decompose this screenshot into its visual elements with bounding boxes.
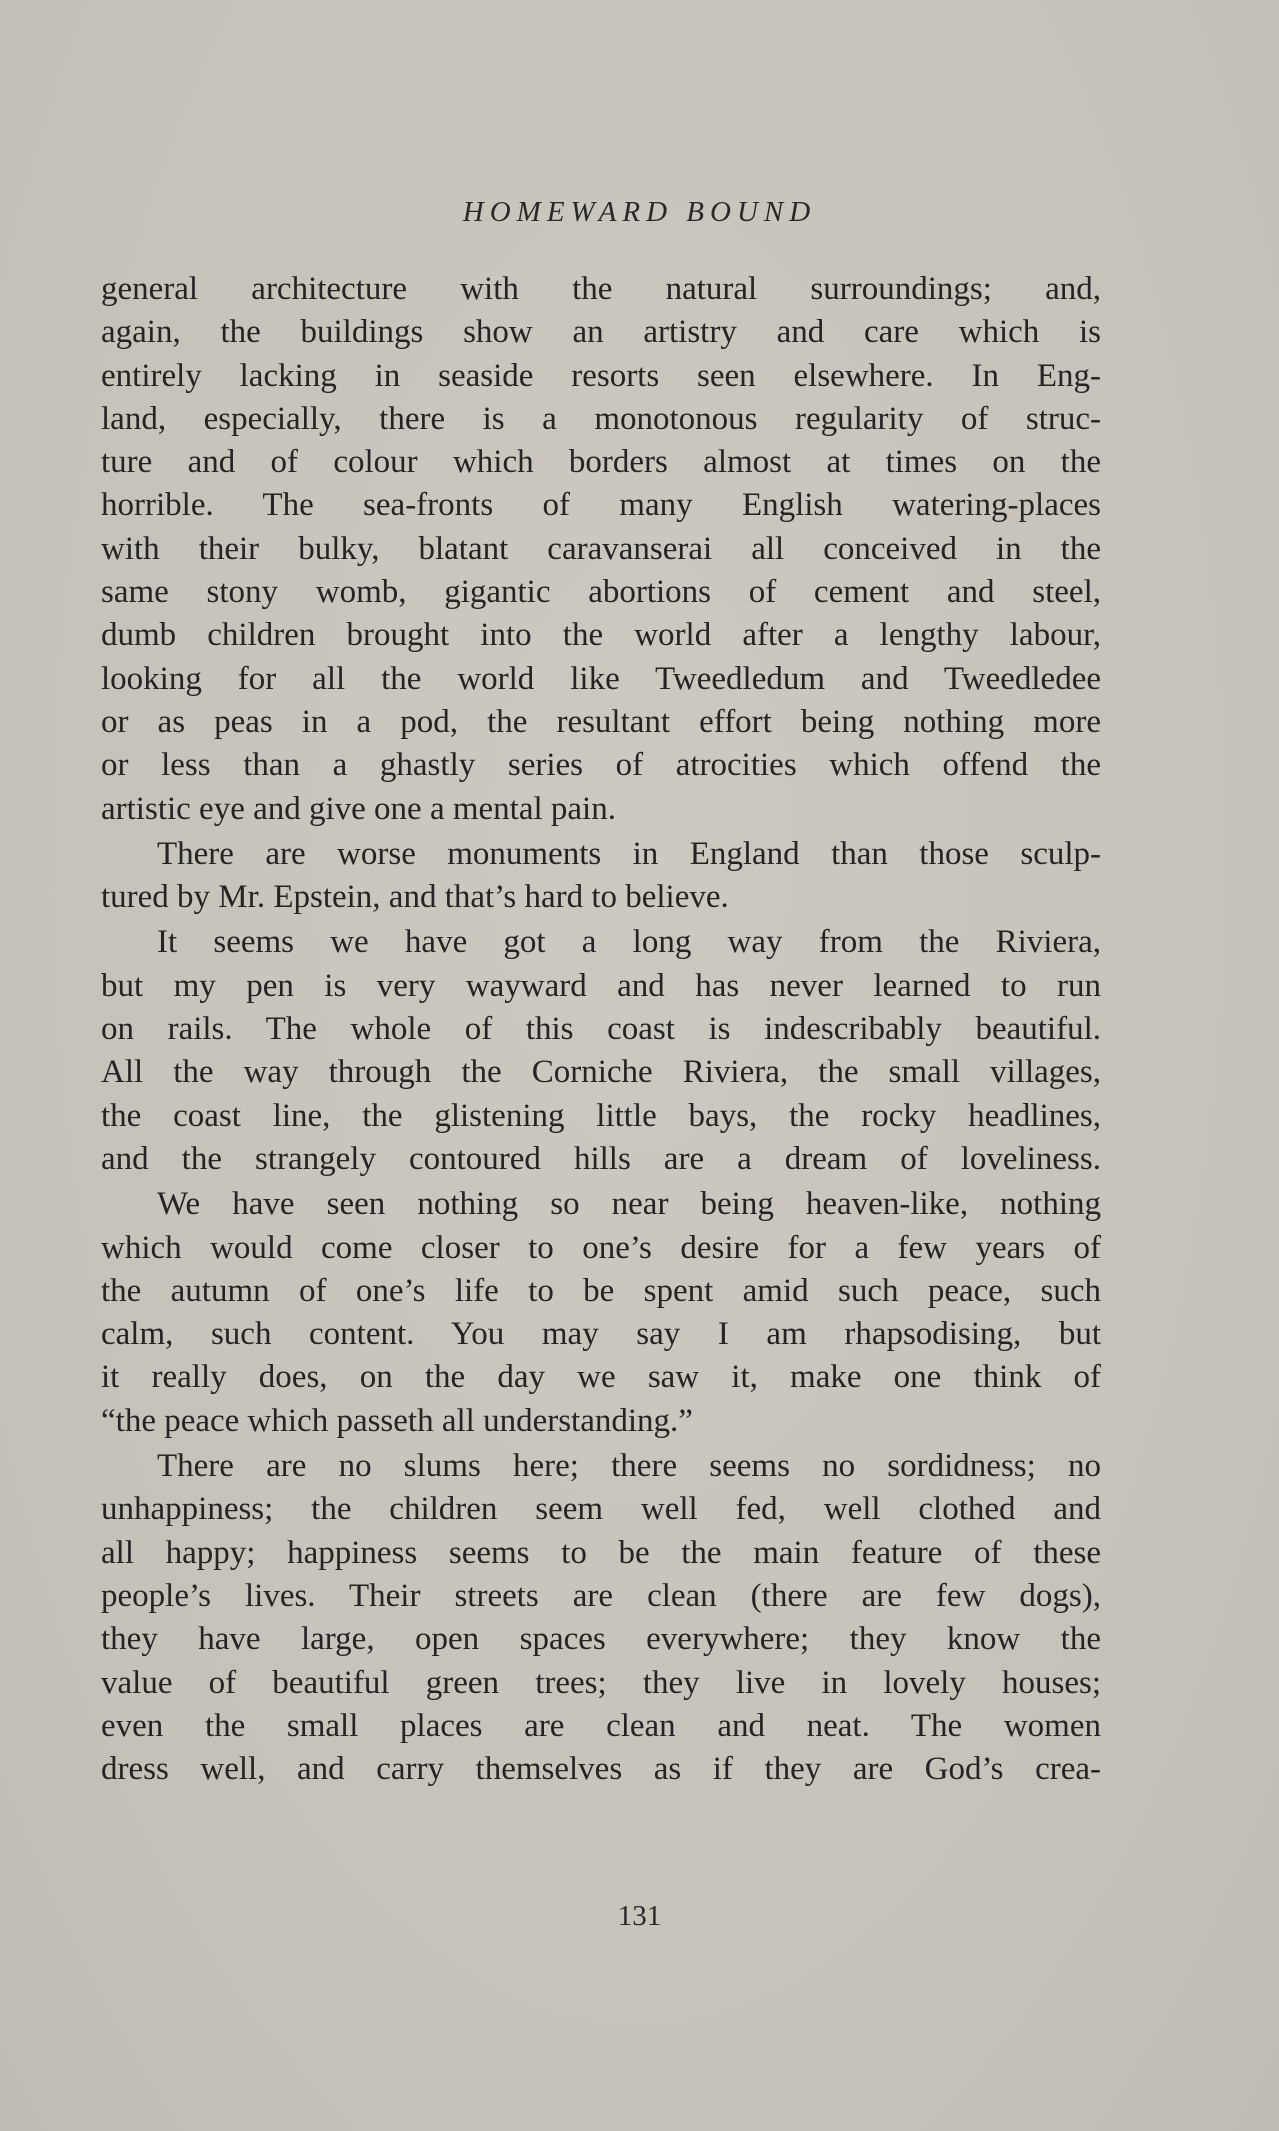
text-line: on rails. The whole of this coast is indescribably beautiful.: [101, 1011, 1101, 1048]
text-line: “the peace which passeth all understanding.”: [101, 1402, 693, 1439]
paragraph-1: [101, 268, 1101, 831]
text-line: land, especially, there is a monotonous regularity of struc-: [101, 400, 1101, 437]
text-line: It seems we have got a long way from the Riviera,: [157, 924, 1101, 961]
text-line: with their bulky, blatant caravanserai all conceived in the: [101, 530, 1101, 567]
page-number: 131: [617, 1900, 662, 1932]
text-line: or less than a ghastly series of atrocities which offend the: [101, 747, 1101, 784]
text-line: which would come closer to one’s desire for a few years of: [101, 1229, 1101, 1266]
text-line: dress well, and carry themselves as if they are God’s crea-: [101, 1751, 1101, 1788]
text-line: We have seen nothing so near being heaven-like, nothing: [157, 1186, 1101, 1223]
text-line: looking for all the world like Tweedledum and Tweedledee: [101, 660, 1101, 697]
text-line: general architecture with the natural surroundings; and,: [101, 271, 1101, 307]
paragraph-5: [101, 1445, 1101, 1791]
text-line: value of beautiful green trees; they live in lovely houses;: [101, 1664, 1101, 1701]
text-line: dumb children brought into the world after a lengthy labour,: [101, 617, 1101, 654]
text-line: it really does, on the day we saw it, make one think of: [101, 1359, 1101, 1396]
text-line: but my pen is very wayward and has never learned to run: [101, 967, 1101, 1004]
text-line: people’s lives. Their streets are clean (there are few dogs),: [101, 1577, 1101, 1614]
running-head: HOMEWARD BOUND: [462, 196, 817, 228]
text-line: All the way through the Corniche Riviera, the small villages,: [101, 1054, 1101, 1091]
text-line: again, the buildings show an artistry and care which is: [101, 314, 1101, 351]
text-line: horrible. The sea-fronts of many English watering-places: [101, 487, 1101, 524]
text-line: unhappiness; the children seem well fed, well clothed and: [101, 1491, 1101, 1528]
text-line: There are worse monuments in England than those sculp-: [157, 835, 1101, 872]
text-line: the autumn of one’s life to be spent amid such peace, such: [101, 1272, 1101, 1309]
text-line: artistic eye and give one a mental pain.: [101, 790, 616, 827]
text-line: and the strangely contoured hills are a dream of loveliness.: [101, 1140, 1101, 1177]
text-line: ture and of colour which borders almost at times on the: [101, 444, 1101, 481]
paragraph-2: [101, 833, 1101, 920]
text-line: even the small places are clean and neat. The women: [101, 1707, 1101, 1744]
paragraph-4: [101, 1183, 1101, 1443]
text-line: entirely lacking in seaside resorts seen elsewhere. In Eng-: [101, 357, 1101, 394]
text-line: the coast line, the glistening little bays, the rocky headlines,: [101, 1097, 1101, 1134]
text-line: they have large, open spaces everywhere; they know the: [101, 1621, 1101, 1658]
text-line: There are no slums here; there seems no sordidness; no: [157, 1448, 1101, 1485]
text-line: same stony womb, gigantic abortions of cement and steel,: [101, 574, 1101, 611]
text-line: or as peas in a pod, the resultant effort being nothing more: [101, 703, 1101, 740]
paragraph-3: [101, 921, 1101, 1181]
body-text: [101, 268, 1101, 1791]
text-line: all happy; happiness seems to be the main feature of these: [101, 1534, 1101, 1571]
text-line: tured by Mr. Epstein, and that’s hard to believe.: [101, 879, 729, 916]
text-line: calm, such content. You may say I am rhapsodising, but: [101, 1316, 1101, 1353]
